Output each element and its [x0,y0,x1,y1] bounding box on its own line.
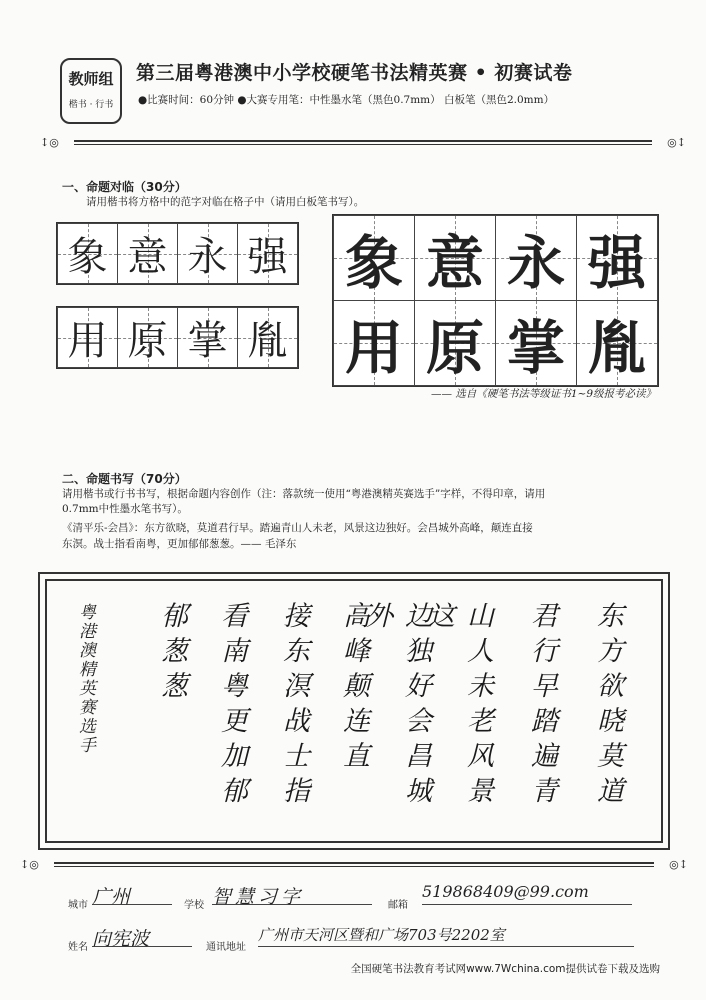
address-value: 广州市天河区暨和广场703号2202室 [258,926,505,944]
divider-mark-right: ◎↕ [667,136,686,149]
grid-cell: 原 [415,301,496,386]
practice-grid-large [332,214,659,387]
handwritten-column: 接东溟战士指 [278,601,309,811]
handwritten-column: 郁葱葱 [156,601,187,706]
writing-frame [38,572,670,850]
top-divider [40,136,686,149]
divider-mark-left: ↕◎ [20,858,39,871]
exam-title: 第三届粤港澳中小学校硬笔书法精英赛 • 初赛试卷 [136,62,573,84]
grid-cell: 永 [496,216,577,301]
grid-cell: 永 [178,224,238,284]
grid-row [58,308,298,368]
school-value: 智慧习字 [212,886,305,908]
exam-subtitle: ●比赛时间：60分钟 ●大赛专用笔：中性墨水笔（黑色0.7mm） 白板笔（黑色2.0mm） [138,94,555,106]
grid-cell: 胤 [238,308,298,368]
grid-row [58,224,298,284]
sample-grid-small [56,222,299,285]
handwritten-column: 看南粤更加郁 [216,601,247,811]
divider-mark-left: ↕◎ [40,136,59,149]
sample-grid-small-row2 [56,306,299,369]
city-label: 城市 [68,900,88,911]
city-field [92,882,172,908]
writing-frame-inner [45,579,663,843]
grid-row [334,216,658,301]
signature-column: 粤港澳精英赛选手 [75,603,95,755]
school-label: 学校 [184,900,204,911]
email-label: 邮箱 [388,900,408,911]
handwritten-column: 山人未老风景这 [423,601,493,811]
section2-instruction-line1: 请用楷书或行书书写，根据命题内容创作（注：落款统一使用“粤港澳精英赛选手”字样，不得印章，请用 [62,488,546,500]
grid-cell: 胤 [577,301,658,386]
grid-cell: 用 [58,308,118,368]
city-value: 广州 [92,886,131,908]
grid-cell: 象 [334,216,415,301]
bottom-divider [20,858,688,871]
group-badge [60,58,122,124]
school-field [212,882,372,908]
grid-cell: 掌 [496,301,577,386]
email-value: 519868409@99.com [422,882,589,901]
grid-cell: 意 [415,216,496,301]
badge-script-type: 楷书 · 行书 [68,100,114,110]
handwritten-column: 君行早踏遍青 [526,601,557,811]
grid-cell: 掌 [178,308,238,368]
badge-group-name: 教师组 [68,70,114,88]
address-field [258,924,634,947]
section1-heading: 一、命题对临（30分） [62,180,187,194]
divider-mark-right: ◎↕ [669,858,688,871]
handwritten-column: 东方欲晓莫道 [592,601,623,811]
poem-text-line2: 东溟。战士指看南粤，更加郁郁葱葱。—— 毛泽东 [62,538,297,550]
grid-row [334,301,658,386]
grid-cell: 原 [118,308,178,368]
section1-instruction: 请用楷书将方格中的范字对临在格子中（请用白板笔书写）。 [86,196,365,208]
section2-heading: 二、命题书写（70分） [62,472,187,486]
grid-cell: 强 [238,224,298,284]
sample-source-note: —— 选自《硬笔书法等级证书1~9级报考必读》 [431,388,656,400]
email-field [422,882,632,905]
grid-cell: 象 [58,224,118,284]
name-value: 向宪波 [92,928,150,950]
address-label: 通讯地址 [206,942,246,953]
poem-text-line1: 《清平乐-会昌》：东方欲晓，莫道君行早。踏遍青山人未老，风景这边独好。会昌城外高峰，颠连直接 [62,522,533,534]
name-field [92,924,192,950]
footer-note: 全国硬笔书法教育考试网www.7Wchina.com提供试卷下载及选购 [350,963,660,975]
section2-instruction-line2: 0.7mm中性墨水笔书写）。 [62,503,188,515]
handwritten-column: 高峰颠连直 [338,601,369,776]
grid-cell: 意 [118,224,178,284]
grid-cell: 用 [334,301,415,386]
handwritten-column: 边独好会昌城外 [361,601,431,811]
name-label: 姓名 [68,942,88,953]
grid-cell: 强 [577,216,658,301]
